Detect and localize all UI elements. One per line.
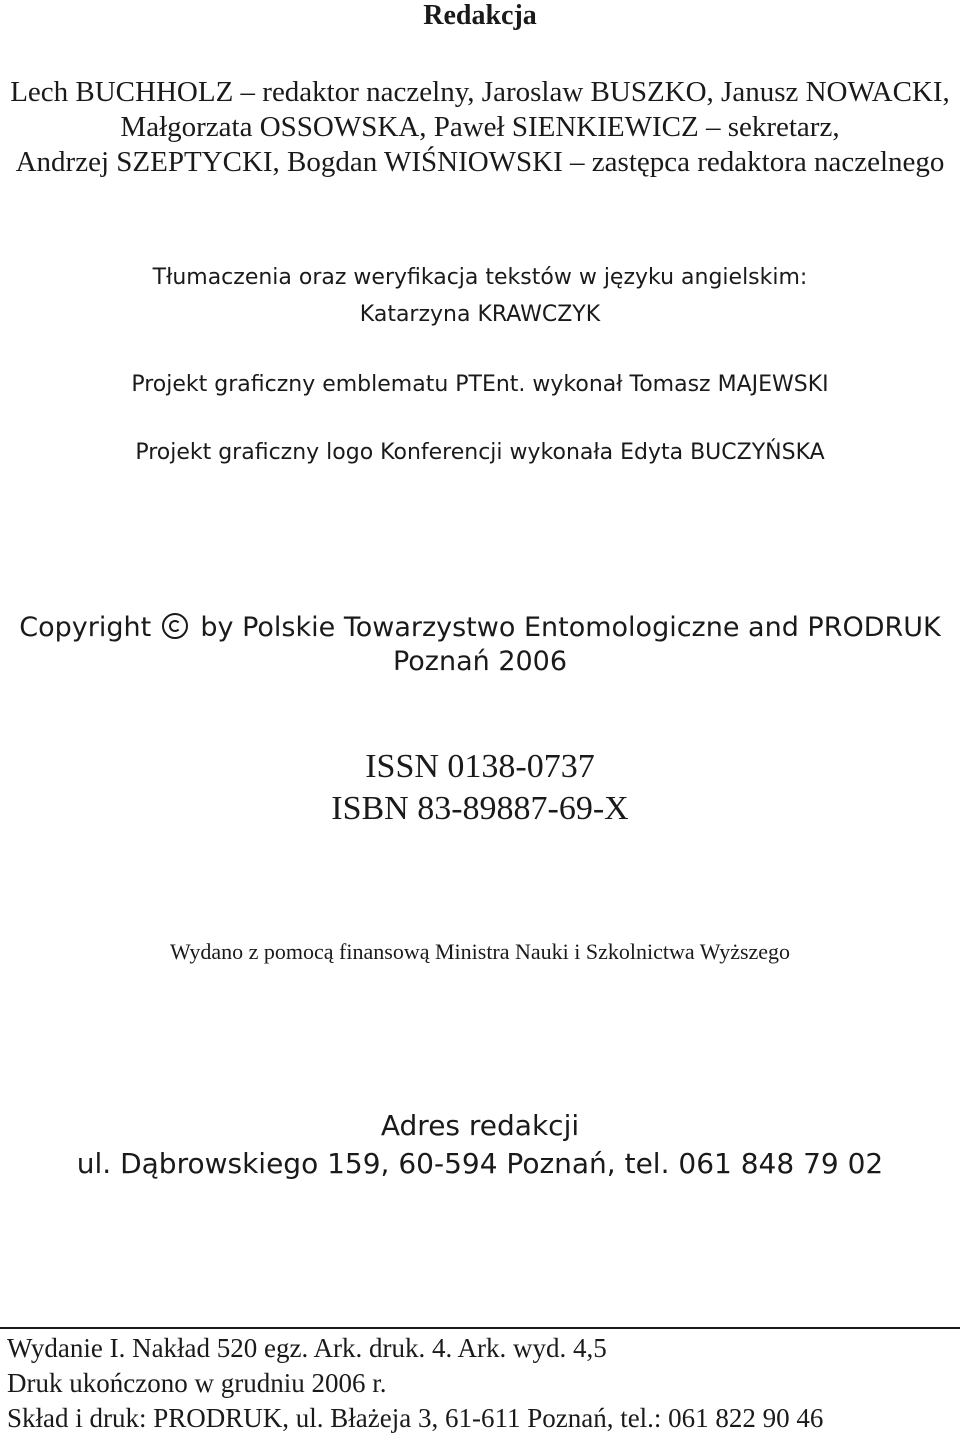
copyright-icon: [162, 613, 188, 639]
copyright-prefix: Copyright: [19, 612, 152, 643]
copyright-line: [0, 613, 960, 641]
address-line: ul. Dąbrowskiego 159, 60-594 Poznań, tel. 061 848 79 02: [76, 1147, 884, 1180]
colophon-divider: [0, 1327, 960, 1329]
translation-credit-line-1: Tłumaczenia oraz weryfikacja tekstów w języku angielskim:: [152, 265, 808, 290]
copyright-place-year: Poznań 2006: [392, 646, 568, 677]
colophon-printing: Skład i druk: PRODRUK, ul. Błażeja 3, 61-611 Poznań, tel.: 061 822 90 46: [7, 1403, 824, 1433]
copyright-holder: by Polskie Towarzystwo Entomologiczne and PRODRUK: [200, 612, 941, 643]
isbn-number: ISBN 83-89887-69-X: [331, 790, 629, 827]
address-heading: Adres redakcji: [380, 1109, 580, 1142]
colophon-completed: Druk ukończono w grudniu 2006 r.: [7, 1368, 387, 1398]
colophon-edition: Wydanie I. Nakład 520 egz. Ark. druk. 4. Ark. wyd. 4,5: [7, 1333, 607, 1363]
editors-line-2: Małgorzata OSSOWSKA, Paweł SIENKIEWICZ – sekretarz,: [120, 111, 840, 143]
page-title: Redakcja: [423, 0, 537, 31]
translation-credit-line-2: Katarzyna KRAWCZYK: [359, 302, 601, 327]
emblem-design-credit: Projekt graficzny emblematu PTEnt. wykonał Tomasz MAJEWSKI: [131, 372, 829, 397]
editors-line-1: Lech BUCHHOLZ – redaktor naczelny, Jaroslaw BUSZKO, Janusz NOWACKI,: [10, 76, 950, 108]
issn-number: ISSN 0138-0737: [365, 748, 595, 785]
funding-note: Wydano z pomocą finansową Ministra Nauki i Szkolnictwa Wyższego: [169, 939, 791, 964]
logo-design-credit: Projekt graficzny logo Konferencji wykonała Edyta BUCZYŃSKA: [135, 440, 825, 465]
editors-line-3: Andrzej SZEPTYCKI, Bogdan WIŚNIOWSKI – zastępca redaktora naczelnego: [15, 146, 945, 178]
